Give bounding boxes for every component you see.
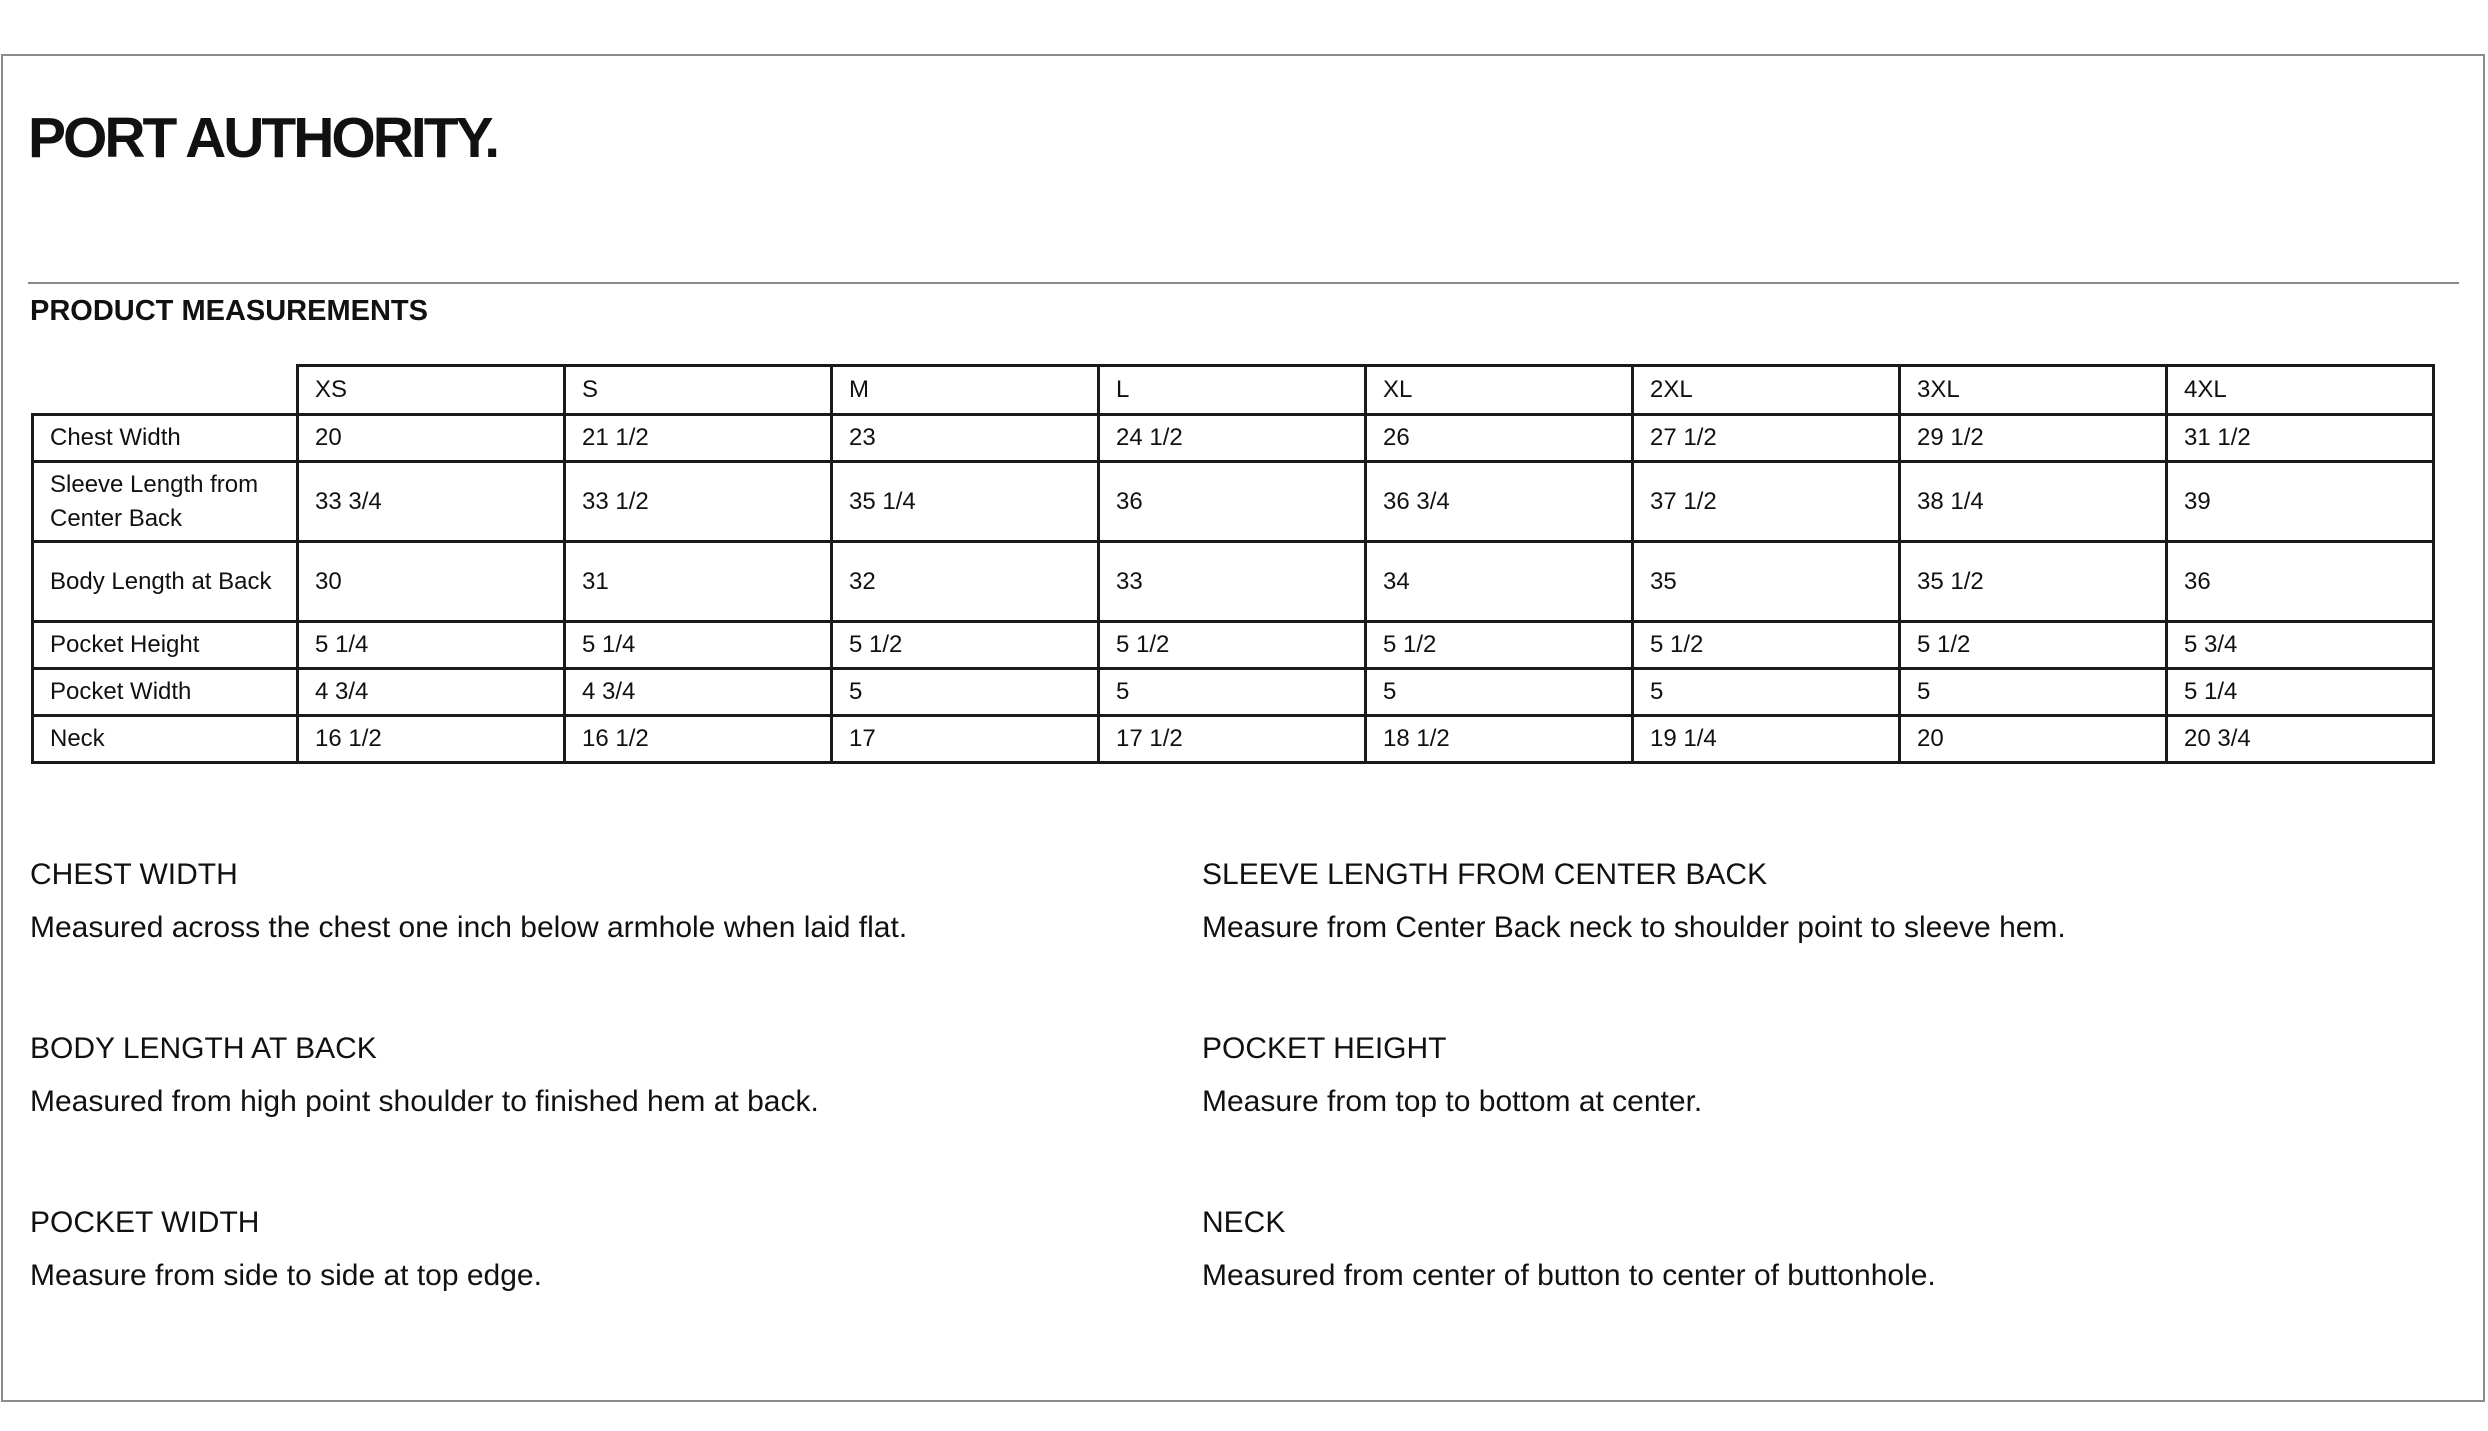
table-cell: 5 <box>1099 669 1366 716</box>
row-label: Pocket Width <box>33 669 298 716</box>
table-cell: 17 1/2 <box>1099 716 1366 763</box>
size-header-3xl: 3XL <box>1900 366 2167 415</box>
definition-text: Measured from center of button to center of buttonhole. <box>1202 1259 1936 1292</box>
table-cell: 19 1/4 <box>1633 716 1900 763</box>
table-cell: 30 <box>298 542 565 622</box>
definition-text: Measure from Center Back neck to shoulder point to sleeve hem. <box>1202 911 2066 944</box>
table-cell: 5 <box>1633 669 1900 716</box>
table-cell: 20 <box>298 415 565 462</box>
definition-title: BODY LENGTH AT BACK <box>30 1032 377 1065</box>
table-cell: 20 <box>1900 716 2167 763</box>
table-cell: 16 1/2 <box>565 716 832 763</box>
size-header-2xl: 2XL <box>1633 366 1900 415</box>
measurements-table <box>31 364 2435 764</box>
table-cell: 5 1/4 <box>2167 669 2434 716</box>
definition-title: SLEEVE LENGTH FROM CENTER BACK <box>1202 858 1768 891</box>
definition-text: Measure from side to side at top edge. <box>30 1259 542 1292</box>
table-cell: 20 3/4 <box>2167 716 2434 763</box>
table-cell: 31 1/2 <box>2167 415 2434 462</box>
definition-body-length <box>30 1030 1180 1121</box>
table-cell: 23 <box>832 415 1099 462</box>
size-header-4xl: 4XL <box>2167 366 2434 415</box>
table-row <box>33 716 2434 763</box>
table-corner-cell <box>33 366 298 415</box>
size-header-xl: XL <box>1366 366 1633 415</box>
table-cell: 5 <box>1366 669 1633 716</box>
definition-sleeve-length <box>1202 856 2352 947</box>
table-cell: 4 3/4 <box>298 669 565 716</box>
table-cell: 4 3/4 <box>565 669 832 716</box>
row-label: Chest Width <box>33 415 298 462</box>
table-cell: 26 <box>1366 415 1633 462</box>
table-cell: 29 1/2 <box>1900 415 2167 462</box>
table-cell: 36 <box>2167 542 2434 622</box>
table-cell: 34 <box>1366 542 1633 622</box>
table-cell: 31 <box>565 542 832 622</box>
table-row <box>33 622 2434 669</box>
table-cell: 5 1/2 <box>1633 622 1900 669</box>
table-row <box>33 669 2434 716</box>
table-cell: 36 3/4 <box>1366 462 1633 542</box>
section-title: PRODUCT MEASUREMENTS <box>30 295 428 327</box>
table-cell: 39 <box>2167 462 2434 542</box>
table-cell: 36 <box>1099 462 1366 542</box>
row-label: Body Length at Back <box>33 542 298 622</box>
size-header-row <box>33 366 2434 415</box>
table-cell: 5 1/2 <box>832 622 1099 669</box>
definition-title: CHEST WIDTH <box>30 858 238 891</box>
definition-neck <box>1202 1204 2352 1295</box>
size-header-xs: XS <box>298 366 565 415</box>
table-cell: 5 <box>1900 669 2167 716</box>
table-cell: 33 3/4 <box>298 462 565 542</box>
table-cell: 17 <box>832 716 1099 763</box>
table-cell: 38 1/4 <box>1900 462 2167 542</box>
table-cell: 5 1/4 <box>565 622 832 669</box>
table-cell: 5 <box>832 669 1099 716</box>
table-cell: 5 1/2 <box>1366 622 1633 669</box>
table-cell: 32 <box>832 542 1099 622</box>
table-cell: 33 <box>1099 542 1366 622</box>
size-header-l: L <box>1099 366 1366 415</box>
table-row <box>33 542 2434 622</box>
row-label: Pocket Height <box>33 622 298 669</box>
table-cell: 35 1/4 <box>832 462 1099 542</box>
size-header-s: S <box>565 366 832 415</box>
header-divider <box>28 282 2459 284</box>
definition-text: Measure from top to bottom at center. <box>1202 1085 1703 1118</box>
definition-text: Measured across the chest one inch below armhole when laid flat. <box>30 911 908 944</box>
table-cell: 35 1/2 <box>1900 542 2167 622</box>
table-cell: 37 1/2 <box>1633 462 1900 542</box>
definition-title: POCKET HEIGHT <box>1202 1032 1447 1065</box>
definition-title: POCKET WIDTH <box>30 1206 260 1239</box>
brand-logo <box>28 106 498 170</box>
table-cell: 33 1/2 <box>565 462 832 542</box>
table-cell: 27 1/2 <box>1633 415 1900 462</box>
table-cell: 16 1/2 <box>298 716 565 763</box>
table-cell: 35 <box>1633 542 1900 622</box>
definition-chest-width <box>30 856 1180 947</box>
table-cell: 21 1/2 <box>565 415 832 462</box>
definition-pocket-width <box>30 1204 1180 1295</box>
table-cell: 5 1/2 <box>1099 622 1366 669</box>
definition-text: Measured from high point shoulder to finished hem at back. <box>30 1085 819 1118</box>
table-cell: 5 1/2 <box>1900 622 2167 669</box>
logo-word-authority: AUTHORITY. <box>174 106 498 170</box>
table-cell: 5 3/4 <box>2167 622 2434 669</box>
table-cell: 18 1/2 <box>1366 716 1633 763</box>
size-header-m: M <box>832 366 1099 415</box>
table-cell: 24 1/2 <box>1099 415 1366 462</box>
definition-title: NECK <box>1202 1206 1286 1239</box>
row-label: Sleeve Length from Center Back <box>33 462 298 542</box>
table-row <box>33 462 2434 542</box>
table-row <box>33 415 2434 462</box>
table-cell: 5 1/4 <box>298 622 565 669</box>
definition-pocket-height <box>1202 1030 2352 1121</box>
row-label: Neck <box>33 716 298 763</box>
logo-word-port: PORT <box>28 106 175 170</box>
